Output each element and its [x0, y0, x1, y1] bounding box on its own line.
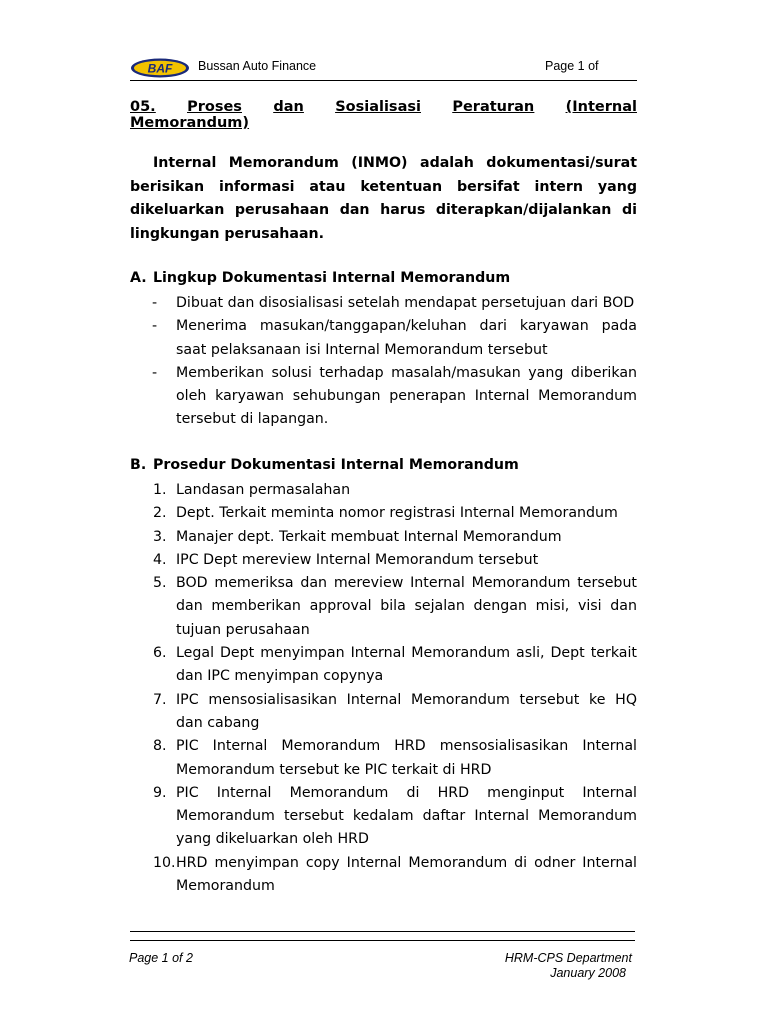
- section-a-letter: A.: [130, 270, 147, 286]
- item-number: 1.: [153, 482, 167, 498]
- list-item: [130, 479, 637, 502]
- header-divider: [130, 80, 637, 81]
- dash-bullet: -: [152, 295, 158, 311]
- item-number: 8.: [153, 738, 167, 755]
- item-number: 6.: [153, 645, 167, 662]
- title-line-2: Memorandum): [130, 115, 250, 131]
- list-item: [130, 642, 637, 689]
- list-item: [130, 852, 637, 899]
- list-item-text: IPC mensosialisasikan Internal Memorandum tersebut ke HQ dan cabang: [176, 691, 637, 731]
- list-item-text: Landasan permasalahan: [176, 482, 351, 498]
- item-number: 10.: [153, 854, 176, 871]
- section-b-heading: [130, 457, 519, 473]
- title-line-1: [130, 99, 637, 115]
- list-item-text: Manajer dept. Terkait membuat Internal Memorandum: [176, 528, 562, 545]
- title-word: Proses: [187, 99, 242, 115]
- section-a-list: [130, 292, 637, 432]
- title-word: 05.: [130, 99, 156, 115]
- item-number: 5.: [153, 575, 167, 592]
- intro-paragraph: Internal Memorandum (INMO) adalah dokumentasi/surat berisikan informasi atau ketentuan bersifat intern yang dikeluarkan perusahaan dan harus diterapkan/dijalankan di lingkungan perusahaan.: [130, 155, 637, 242]
- list-item-text: IPC Dept mereview Internal Memorandum tersebut: [176, 551, 539, 568]
- list-item-text: BOD memeriksa dan mereview Internal Memorandum tersebut dan memberikan approval bila sejalan dengan misi, visi dan tujuan perusahaan: [176, 575, 637, 638]
- footer-department-block: [470, 951, 632, 980]
- company-name: Bussan Auto Finance: [198, 59, 317, 73]
- list-item: [130, 315, 637, 362]
- footer-date: January 2008: [550, 965, 626, 980]
- item-number: 4.: [153, 551, 167, 568]
- title-word: (Internal: [565, 99, 637, 115]
- title-word: Sosialisasi: [335, 99, 421, 115]
- item-number: 3.: [153, 528, 167, 545]
- dash-bullet: -: [152, 318, 158, 335]
- list-item: [130, 292, 637, 315]
- header-page-number: Page 1 of: [545, 59, 599, 73]
- document-title: [130, 99, 637, 131]
- section-a-heading: [130, 270, 510, 286]
- footer-page-number: Page 1 of 2: [129, 951, 193, 965]
- footer-department: HRM-CPS Department: [504, 951, 632, 965]
- title-word: Peraturan: [452, 99, 535, 115]
- list-item: [130, 735, 637, 782]
- list-item-text: Memberikan solusi terhadap masalah/masukan yang diberikan oleh karyawan sehubungan penerapan Internal Memorandum tersebut di lapangan.: [176, 364, 637, 428]
- section-b-letter: B.: [130, 457, 147, 473]
- list-item: [130, 689, 637, 736]
- list-item: [130, 782, 637, 852]
- section-b-list: [130, 479, 637, 898]
- section-a-title: Lingkup Dokumentasi Internal Memorandum: [153, 270, 511, 286]
- list-item-text: HRD menyimpan copy Internal Memorandum di odner Internal Memorandum: [176, 854, 637, 895]
- list-item-text: PIC Internal Memorandum HRD mensosialisasikan Internal Memorandum tersebut ke PIC terkait di HRD: [176, 738, 637, 778]
- list-item-text: PIC Internal Memorandum di HRD menginput Internal Memorandum tersebut kedalam daftar Internal Memorandum yang dikeluarkan oleh HRD: [176, 784, 637, 848]
- list-item-text: Dept. Terkait meminta nomor registrasi Internal Memorandum: [176, 505, 618, 522]
- title-word: dan: [273, 99, 304, 115]
- item-number: 9.: [153, 784, 167, 801]
- list-item: [130, 549, 637, 572]
- list-item: [130, 502, 637, 525]
- baf-logo: [130, 57, 190, 79]
- logo-text: BAF: [147, 61, 173, 76]
- dash-bullet: -: [152, 364, 158, 381]
- list-item: [130, 572, 637, 642]
- list-item-text: Menerima masukan/tanggapan/keluhan dari karyawan pada saat pelaksanaan isi Internal Memorandum tersebut: [176, 318, 637, 358]
- list-item: [130, 526, 637, 549]
- footer-divider-bottom: [130, 940, 635, 941]
- item-number: 2.: [153, 505, 167, 522]
- list-item-text: Legal Dept menyimpan Internal Memorandum asli, Dept terkait dan IPC menyimpan copynya: [176, 645, 637, 685]
- list-item-text: Dibuat dan disosialisasi setelah mendapat persetujuan dari BOD: [176, 295, 635, 311]
- item-number: 7.: [153, 691, 167, 708]
- page-header: [130, 54, 637, 80]
- list-item: [130, 362, 637, 432]
- section-b-title: Prosedur Dokumentasi Internal Memorandum: [153, 457, 519, 473]
- footer-divider-top: [130, 931, 635, 932]
